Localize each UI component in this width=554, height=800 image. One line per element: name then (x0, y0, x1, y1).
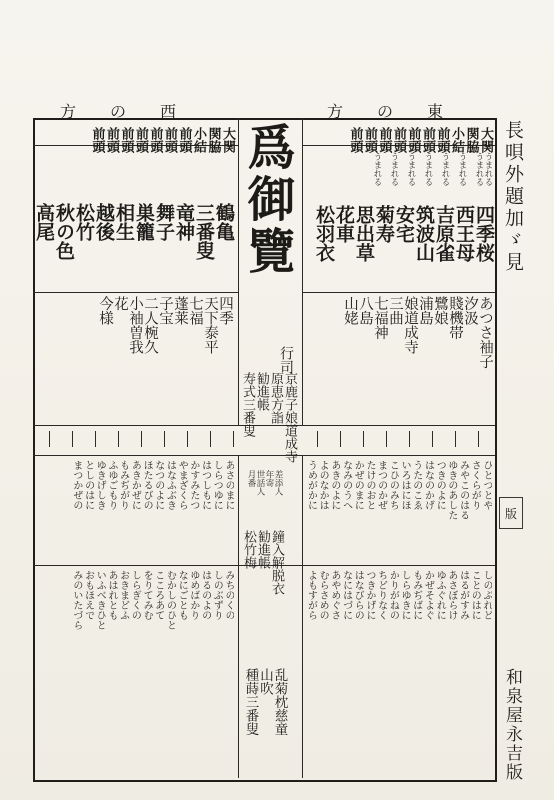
west-song-title: 松竹 (73, 203, 95, 241)
west-lower-title: 二人椀久 (142, 296, 158, 354)
lyric-line: みのいたづら (70, 570, 82, 630)
east-rank: 関脇 (463, 127, 479, 153)
lyric-line: さくらがり (469, 460, 481, 510)
lyric-line: かすみたつ (187, 460, 199, 510)
east-song-title: 思出草 (353, 205, 375, 262)
east-rank: 前頭 (347, 127, 363, 153)
east-rank: 大関 (478, 127, 493, 153)
east-song-title: 松羽衣 (313, 205, 335, 262)
west-lower-title: 花 (112, 296, 128, 311)
center-bottom-item: 種蒔三番叟 (242, 668, 259, 736)
east-annotation: うまれる (483, 152, 493, 186)
east-song-title: 筑波山 (413, 205, 435, 262)
lyric-line: はなふぶき (164, 460, 176, 510)
west-lower-title: 四季 (217, 296, 233, 325)
east-annotation: うまれる (474, 152, 484, 186)
tick-band-east (304, 431, 492, 447)
lyric-line: しのぶずり (211, 570, 223, 620)
east-lower-title: 浦島 (417, 296, 433, 325)
east-title-row (314, 205, 494, 262)
lyric-line: あさぼらけ (445, 570, 457, 620)
west-song-title: 高尾 (33, 203, 55, 241)
publisher-name: 和泉屋永吉版 (502, 668, 522, 782)
east-lower-title: 汐汲 (462, 296, 478, 325)
side-title: 長唄外題加ゞ見 (502, 120, 524, 274)
center-manager: 勧進帳 (254, 372, 269, 411)
east-lower-title: 山姥 (342, 296, 358, 325)
east-lower-title: 三曲 (387, 296, 403, 325)
center-committee-item: 鐘入解脱衣 (269, 530, 284, 595)
lyric-line: しらゆきに (399, 570, 411, 620)
west-song-title: 越後 (93, 203, 115, 241)
lyric-line: よのなかは (317, 460, 329, 510)
east-rank: 小結 (449, 127, 464, 153)
west-rank: 前頭 (147, 127, 163, 153)
west-lyrics-bottom (70, 570, 234, 770)
west-lower-title: 蓬莱 (172, 296, 188, 325)
center-manager: 京鹿子娘道成寺 (282, 372, 297, 463)
east-rank: 前頭 (405, 127, 421, 153)
west-song-title: 相生 (113, 203, 135, 241)
lyric-line: みちのくの (223, 570, 234, 620)
lyric-line: むらさめの (317, 570, 329, 620)
west-lower-title: 天下泰平 (202, 296, 218, 354)
east-lower-title: あつさ袖子 (477, 296, 493, 369)
west-song-title: 鶴亀 (213, 203, 235, 241)
lyric-line: むかしのひと (164, 570, 176, 630)
lyric-line: やまざくら (176, 460, 188, 510)
lyric-line: なにはづに (340, 570, 352, 620)
lyric-line: はなびらの (352, 570, 364, 620)
lyric-line: みやこのはる (457, 460, 469, 520)
lyric-line: つきのよに (434, 460, 446, 510)
east-song-title: 吉原雀 (433, 205, 455, 262)
rule-east-center (302, 118, 303, 425)
lyric-line: いろはにほ (399, 460, 411, 510)
east-lower-title: 鷺娘 (432, 296, 448, 325)
lyric-line: かりがねの (387, 570, 399, 620)
lyric-line: おきまどふ (117, 570, 129, 620)
east-annotation: うまれる (457, 152, 467, 186)
west-lower-title: 子宝 (157, 296, 173, 325)
center-manager: 原恵方詣 (268, 372, 283, 424)
lyric-line: まつのかぜ (375, 460, 387, 510)
lyric-line: ゆきのあした (445, 460, 457, 520)
east-lyrics-top (305, 460, 492, 564)
east-annotation: うまれる (372, 152, 382, 186)
lyric-line: なにごとも (176, 570, 188, 620)
east-song-title: 西王母 (453, 205, 475, 262)
lyric-line: ちどりなく (375, 570, 387, 620)
lyric-line: はるがすみ (457, 570, 469, 620)
center-bottom-item: 乱菊枕慈童 (271, 668, 288, 736)
lyric-line: かぜのまに (352, 460, 364, 510)
west-song-title: 竜神 (173, 203, 195, 241)
west-rank: 前頭 (176, 127, 192, 153)
lyric-line: としのはに (82, 460, 94, 510)
lyric-line: ゆきげしき (94, 460, 106, 510)
lyric-line: ひとつとや (481, 460, 492, 510)
lyric-line: こころあて (152, 570, 164, 620)
east-rank: 前頭 (362, 127, 377, 153)
center-managers (240, 372, 296, 463)
publisher-seal: 版 (499, 497, 523, 529)
east-direction-label: 方の東 (327, 102, 478, 121)
lyric-line: いふべきひと (94, 570, 106, 630)
lyric-line: うめがかに (305, 460, 317, 510)
lyric-line: こひのみち (387, 460, 399, 510)
west-lower-title: 今様 (97, 296, 113, 325)
lyric-line: しらぎくの (129, 570, 141, 620)
lyric-line: をりてみむ (141, 570, 153, 620)
east-annotation: うまれる (406, 152, 416, 186)
west-title-row (34, 203, 234, 260)
west-song-title: 三番叟 (193, 203, 215, 260)
west-rank-row (89, 127, 234, 153)
lyric-line: なつのよに (152, 460, 164, 510)
lyric-line: あさのまに (223, 460, 234, 510)
east-rank: 前頭 (434, 127, 450, 153)
east-song-title: 花車 (333, 205, 355, 243)
center-managers-label: 行司 (278, 346, 294, 374)
lyric-line: つきかげに (363, 570, 375, 620)
west-rank: 前頭 (104, 127, 119, 153)
west-rank: 小結 (191, 127, 206, 153)
lyric-line: ふゆごもり (105, 460, 117, 510)
lyric-line: まつかぜの (70, 460, 82, 510)
tick-band-west (36, 431, 236, 447)
west-direction-label: 方の西 (60, 102, 211, 121)
west-song-title: 秋の色 (53, 203, 75, 260)
east-song-title: 四季桜 (473, 205, 495, 262)
lyric-line: おもほえで (82, 570, 94, 620)
east-song-title: 安宅 (393, 205, 415, 243)
center-manager: 寿式三番叟 (240, 372, 255, 437)
lyric-line: ゆふぐれに (434, 570, 446, 620)
main-title: 爲御覽 (239, 122, 295, 278)
rule-lower-center-right (302, 455, 303, 778)
lyric-line: あきかぜに (129, 460, 141, 510)
lyric-line: ほたるびの (141, 460, 153, 510)
center-small-note: 世話人 (255, 470, 265, 496)
east-lower-title: 八島 (357, 296, 373, 325)
west-lower-title: 七福 (187, 296, 203, 325)
west-song-title: 巣籠 (133, 203, 155, 241)
west-song-title: 舞子 (153, 203, 175, 241)
west-rank: 前頭 (89, 127, 105, 153)
lyric-line: はなのかげ (422, 460, 434, 510)
lyric-line: かぜそよぐ (422, 570, 434, 620)
east-annotation: うまれる (423, 152, 433, 186)
lyric-line: はるのよの (199, 570, 211, 620)
east-annotation: うまれる (389, 152, 399, 186)
center-small-notes (246, 470, 282, 496)
center-bottom (243, 668, 287, 736)
east-lower-title: 七福神 (372, 296, 388, 340)
center-committee-item: 勧進帳 (255, 530, 270, 569)
east-rank: 前頭 (376, 127, 392, 153)
center-bottom-item: 山吹 (257, 668, 273, 695)
lyric-line: はつしもに (199, 460, 211, 510)
center-committee-item: 松竹梅 (241, 530, 256, 569)
west-rank: 関脇 (205, 127, 221, 153)
lyric-line: あきのよに (328, 460, 340, 510)
lyric-line: うたのこゑ (410, 460, 422, 510)
east-lower-title: 娘道成寺 (402, 296, 418, 354)
lyric-line: あはれとも (105, 570, 117, 620)
east-rank: 前頭 (391, 127, 406, 153)
east-annotation-row (364, 152, 492, 186)
rule-ranks-west (33, 292, 238, 293)
west-lower-title: 小袖曽我 (127, 296, 143, 354)
west-rank: 大関 (220, 127, 235, 153)
east-lower-title-row (342, 296, 492, 369)
lyric-line: ゆめばかり (187, 570, 199, 620)
center-committee (241, 530, 283, 595)
center-small-note: 差添人 (273, 470, 283, 496)
east-annotation: うまれる (440, 152, 450, 186)
east-rank-row (347, 127, 492, 153)
lyric-line: よもすがら (305, 570, 317, 620)
center-small-note: 年寄 (264, 470, 274, 487)
lyric-line: あやめぐさ (328, 570, 340, 620)
east-lyrics-bottom (305, 570, 492, 770)
rule-ranks-east (302, 292, 495, 293)
lyric-line: ことのはに (469, 570, 481, 620)
center-small-note: 月番 (246, 470, 256, 487)
east-rank: 前頭 (420, 127, 435, 153)
lyric-line: たけのおと (363, 460, 375, 510)
west-lyrics-top (70, 460, 234, 564)
lyric-line: なみのうへ (340, 460, 352, 510)
rule-lower-center-left (238, 455, 239, 778)
west-rank: 前頭 (133, 127, 148, 153)
lyric-line: もみぢがり (117, 460, 129, 510)
west-lower-title-row (97, 296, 232, 354)
lyric-line: しらつゆに (211, 460, 223, 510)
lyric-line: もみぢばに (410, 570, 422, 620)
lyric-line: しのぶれど (481, 570, 492, 620)
west-rank: 前頭 (118, 127, 134, 153)
east-song-title: 菊寿 (373, 205, 395, 243)
west-rank: 前頭 (162, 127, 177, 153)
east-lower-title: 賤機帯 (447, 296, 463, 340)
